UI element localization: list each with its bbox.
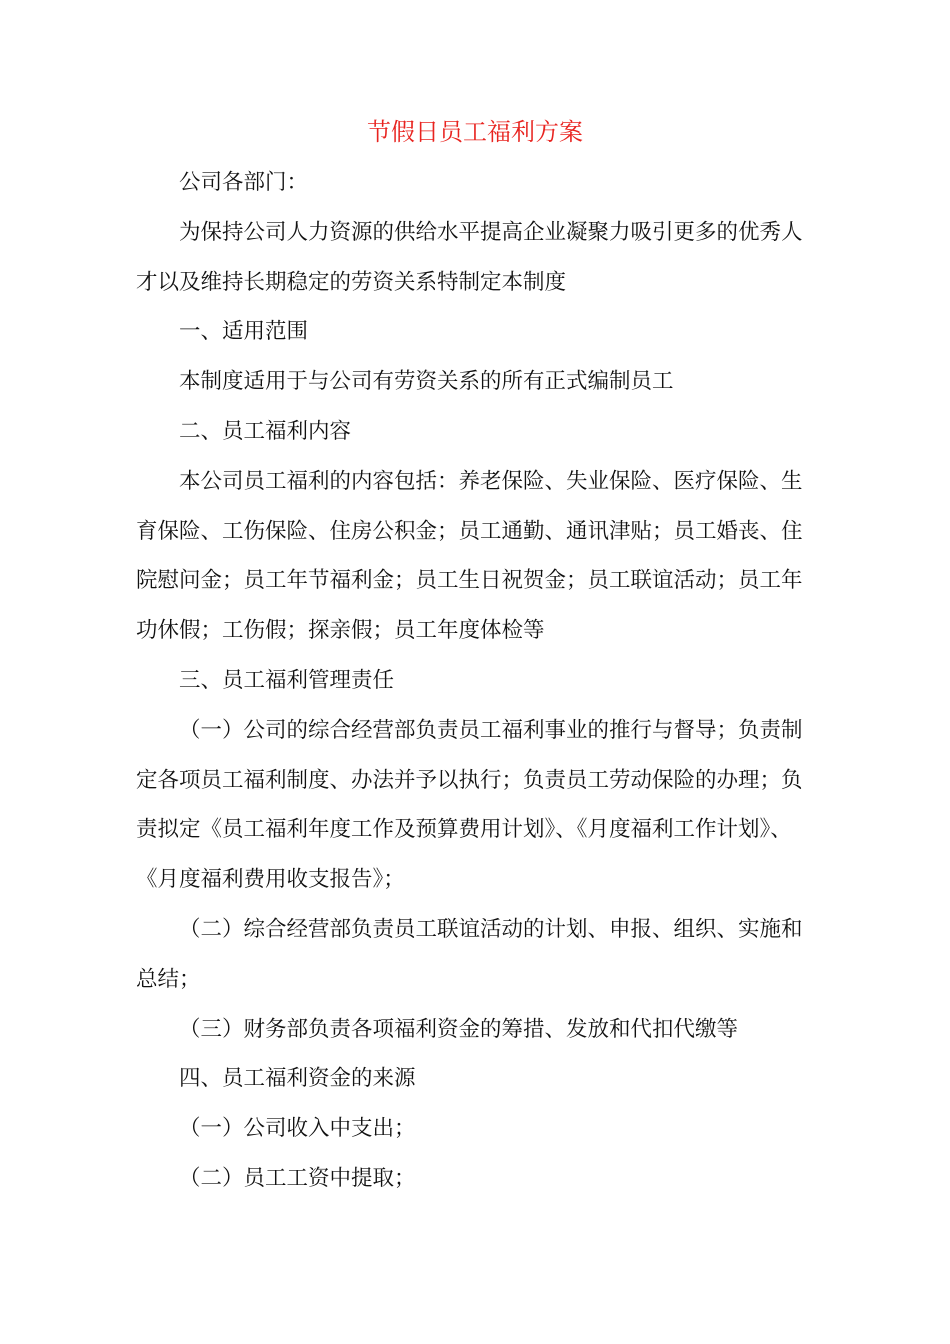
- paragraph-responsibility-1: （一）公司的综合经营部负责员工福利事业的推行与督导；负责制定各项员工福利制度、办法并予以执行；负责员工劳动保险的办理；负责拟定《员工福利年度工作及预算费用计划》、《月度福利工作计划》、《月度福利费用收支报告》；: [136, 717, 803, 893]
- document-body: [136, 158, 820, 1204]
- paragraph-salutation: 公司各部门：: [179, 170, 309, 195]
- section-heading-content: 二、员工福利内容: [179, 418, 352, 444]
- paragraph-scope: 本制度适用于与公司有劳资关系的所有正式编制员工: [179, 369, 674, 395]
- paragraph-funding-1: （一）公司收入中支出；: [179, 1116, 416, 1142]
- paragraph-responsibility-3: （三）财务部负责各项福利资金的筹措、发放和代扣代缴等: [179, 1016, 739, 1042]
- section-heading-funding: 四、员工福利资金的来源: [179, 1066, 416, 1092]
- paragraph-purpose: 为保持公司人力资源的供给水平提高企业凝聚力吸引更多的优秀人才以及维持长期稳定的劳资关系特制定本制度: [136, 219, 803, 295]
- paragraph-responsibility-2: （二）综合经营部负责员工联谊活动的计划、申报、组织、实施和总结；: [136, 916, 803, 992]
- paragraph-content: 本公司员工福利的内容包括：养老保险、失业保险、医疗保险、生育保险、工伤保险、住房公积金；员工通勤、通讯津贴；员工婚丧、住院慰问金；员工年节福利金；员工生日祝贺金；员工联谊活动；员工年功休假；工伤假；探亲假；员工年度体检等: [136, 468, 803, 644]
- section-heading-scope: 一、适用范围: [179, 319, 309, 345]
- document-title: 节假日员工福利方案: [367, 118, 583, 146]
- section-heading-responsibility: 三、员工福利管理责任: [179, 667, 395, 693]
- paragraph-funding-2: （二）员工工资中提取；: [179, 1165, 416, 1191]
